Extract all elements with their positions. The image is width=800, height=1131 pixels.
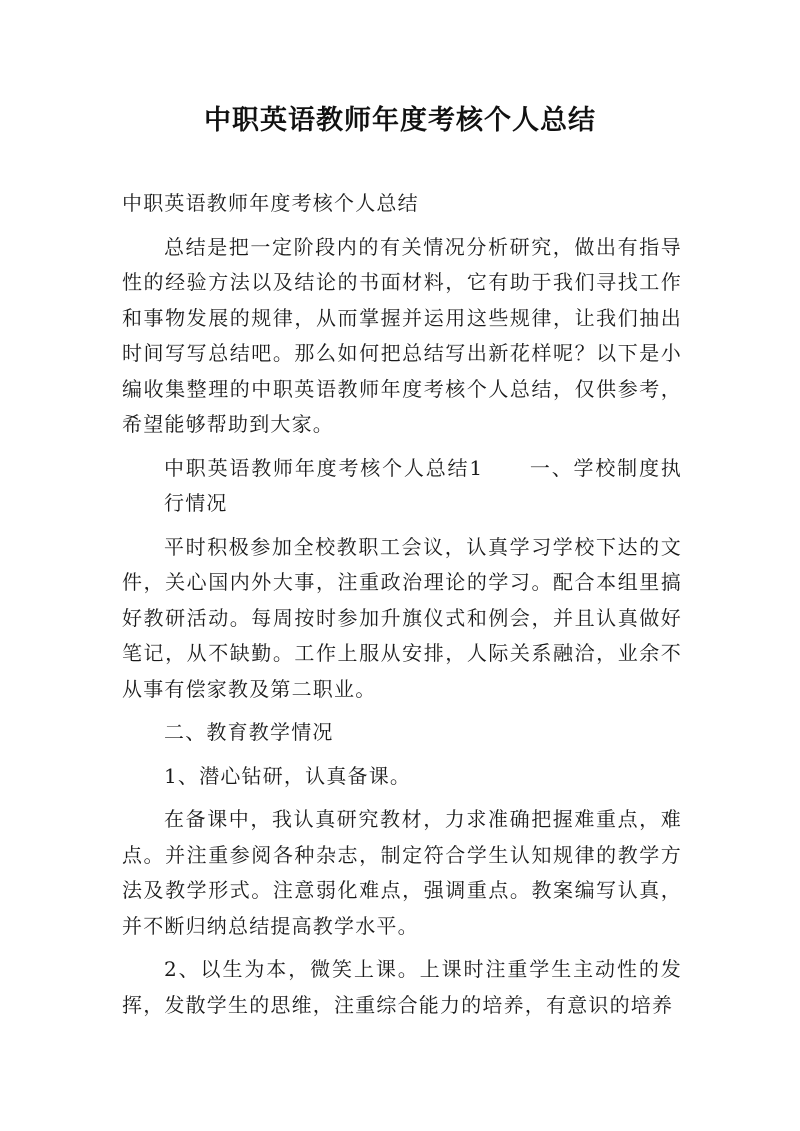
paragraph-intro: 总结是把一定阶段内的有关情况分析研究，做出有指导性的经验方法以及结论的书面材料，它有助于我们寻找工作和事物发展的规律，从而掌握并运用这些规律，让我们抽出时间写写总结吧。那么如何把总结写出新花样呢？以下是小编收集整理的中职英语教师年度考核个人总结，仅供参考，希望能够帮助到大家。 <box>122 234 682 436</box>
paragraph-item-1-heading: 1、潜心钻研，认真备课。 <box>164 763 412 788</box>
paragraph-section-heading <box>122 451 682 522</box>
section-subtitle: 一、学校制度执行情况 <box>164 455 682 515</box>
document-title: 中职英语教师年度考核个人总结 <box>204 105 596 136</box>
paragraph-subtitle: 中职英语教师年度考核个人总结 <box>122 191 419 215</box>
document-body <box>122 186 682 1031</box>
section-title: 中职英语教师年度考核个人总结1 <box>164 455 484 480</box>
paragraph-lesson-prep: 在备课中，我认真研究教材，力求准确把握难重点，难点。并注重参阅各种杂志，制定符合学生认知规律的教学方法及教学形式。注意弱化难点，强调重点。教案编写认真，并不断归纳总结提高教学水平。 <box>122 807 682 938</box>
paragraph-teaching-heading: 二、教育教学情况 <box>164 720 334 744</box>
paragraph-item-2: 2、以生为本，微笑上课。上课时注重学生主动性的发挥，发散学生的思维，注重综合能力的培养，有意识的培养 <box>122 957 682 1017</box>
paragraph-school-rules: 平时积极参加全校教职工会议，认真学习学校下达的文件，关心国内外大事，注重政治理论的学习。配合本组里搞好教研活动。每周按时参加升旗仪式和例会，并且认真做好笔记，从不缺勤。工作上服从安排，人际关系融洽，业余不从事有偿家教及第二职业。 <box>122 534 682 701</box>
